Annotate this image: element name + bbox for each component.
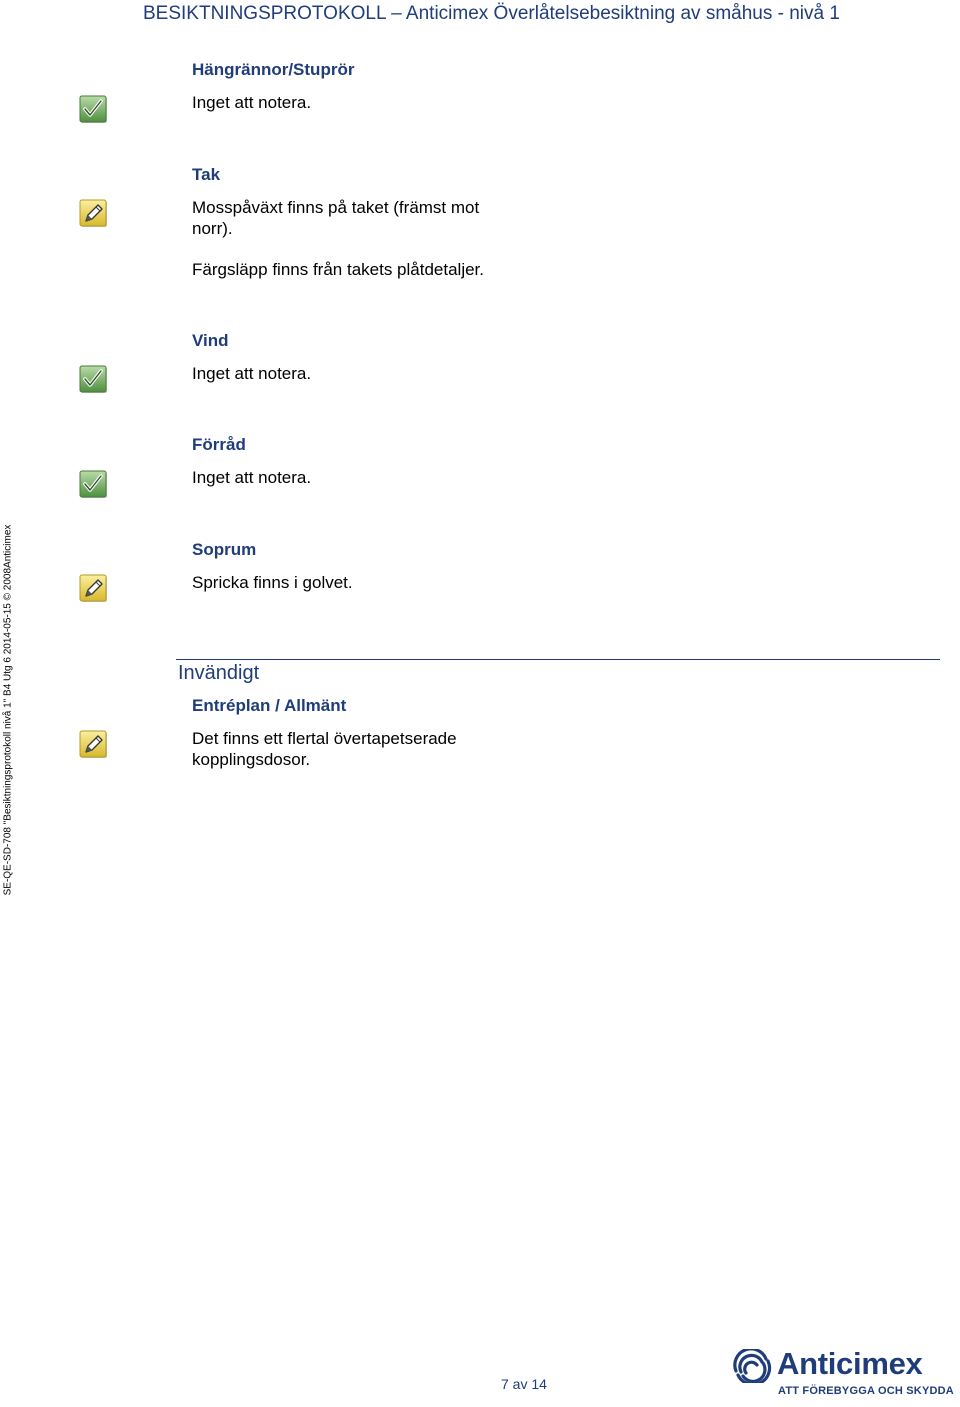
anticimex-logo-mark-icon	[730, 1349, 774, 1383]
group-heading-invandigt: Invändigt	[178, 662, 260, 684]
section-text-entreplan: Det finns ett flertal övertapetserade kopplingsdosor.	[192, 729, 457, 769]
logo-name: Anticimex	[777, 1346, 923, 1381]
pencil-note-icon	[79, 574, 109, 604]
document-side-reference: SE-QE-SD-708 "Besiktningsprotokoll nivå 1" B4 Utg 6 2014-05-15 © 2008Anticimex	[2, 524, 14, 896]
section-heading-tak: Tak	[192, 165, 221, 184]
section-text-tak-2: Färgsläpp finns från takets plåtdetaljer.	[192, 260, 484, 279]
section-text-hangrannor: Inget att notera.	[192, 93, 312, 112]
section-heading-entreplan: Entréplan / Allmänt	[192, 696, 347, 715]
document-header-title: BESIKTNINGSPROTOKOLL – Anticimex Överlåtelsebesiktning av småhus - nivå 1	[143, 3, 840, 24]
check-icon	[79, 95, 109, 125]
check-icon	[79, 365, 109, 395]
section-divider	[176, 659, 940, 660]
logo-tagline: ATT FÖREBYGGA OCH SKYDDA	[778, 1385, 954, 1397]
section-text-tak-1: Mosspåväxt finns på taket (främst mot norr).	[192, 198, 480, 238]
anticimex-logo	[730, 1347, 955, 1402]
section-text-vind: Inget att notera.	[192, 364, 312, 383]
page-number: 7 av 14	[501, 1376, 547, 1392]
section-heading-soprum: Soprum	[192, 540, 257, 559]
pencil-note-icon	[79, 199, 109, 229]
section-heading-forrad: Förråd	[192, 435, 246, 454]
section-heading-vind: Vind	[192, 331, 229, 350]
section-text-forrad: Inget att notera.	[192, 468, 312, 487]
section-heading-hangrannor: Hängrännor/Stuprör	[192, 60, 355, 79]
check-icon	[79, 470, 109, 500]
pencil-note-icon	[79, 730, 109, 760]
section-text-soprum: Spricka finns i golvet.	[192, 573, 353, 592]
